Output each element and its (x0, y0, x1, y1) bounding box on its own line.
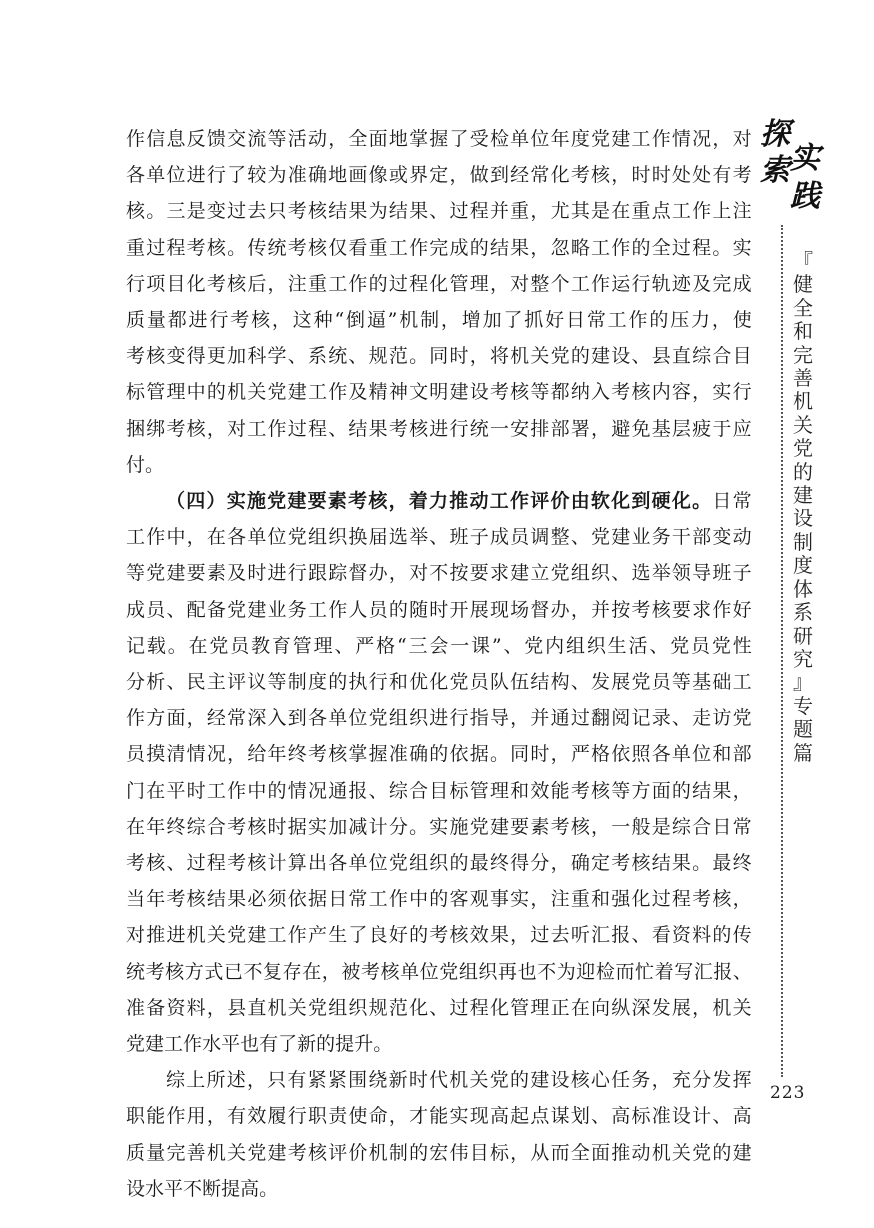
text-line: （ 四 ） 实 施 党 建 要 素 考 核 ， 着 力 推 动 工 作 评 价 由 软 化 到 硬 化 。 日 常 (166, 490, 752, 512)
text-line: 工 作 中 ， 在 各 单 位 党 组 织 换 届 选 举 、 班 子 成 员 调 整 、 党 建 业 务 干 部 变 动 (126, 526, 752, 549)
text-line: 行 项 目 化 考 核 后 ， 注 重 工 作 的 过 程 化 管 理 ， 对 整 个 工 作 运 行 轨 迹 及 完 成 (126, 272, 752, 295)
section-label-char: 机 (793, 389, 813, 414)
section-label-char: 究 (793, 646, 813, 671)
text-line: 核 。 三 是 变 过 去 只 考 核 结 果 为 结 果 、 过 程 并 重 ， 尤 其 是 在 重 点 工 作 上 注 (126, 200, 752, 223)
text-line: 付 。 (126, 453, 165, 476)
text-line: 考 核 、 过 程 考 核 计 算 出 各 单 位 党 组 织 的 最 终 得 分 ， 确 定 考 核 结 果 。 最 终 (126, 852, 752, 874)
page-number: 223 (770, 1083, 806, 1103)
section-label-char: 建 (793, 483, 813, 508)
section-label-char: 的 (793, 459, 813, 484)
text-line: 党 建 工 作 水 平 也 有 了 新 的 提 升 。 (126, 1033, 393, 1055)
text-line: 综 上 所 述 ， 只 有 紧 紧 围 绕 新 时 代 机 关 党 的 建 设 核 心 任 务 ， 充 分 发 挥 (166, 1069, 752, 1092)
running-head-char: 探 (760, 117, 790, 152)
running-head-char: 索 (760, 153, 790, 188)
text-line: 统 考 核 方 式 已 不 复 存 在 ， 被 考 核 单 位 党 组 织 再 也 不 为 迎 检 而 忙 着 写 汇 报 、 (126, 960, 752, 983)
running-head-char: 实 (790, 141, 820, 176)
section-label-char: 健 (793, 272, 813, 297)
text-line: 等 党 建 要 素 及 时 进 行 跟 踪 督 办 ， 对 不 按 要 求 建 立 党 组 织 、 选 举 领 导 班 子 (126, 562, 752, 585)
section-label-char: 关 (793, 412, 813, 437)
section-label-char: 题 (793, 717, 813, 742)
section-label-char: 设 (793, 506, 813, 531)
section-label-char: 系 (793, 600, 813, 625)
section-label-char: 全 (793, 295, 813, 320)
section-label-char: 体 (793, 576, 813, 601)
section-label (791, 250, 815, 765)
text-line: 捆 绑 考 核 ， 对 工 作 过 程 、 结 果 考 核 进 行 统 一 安 排 部 署 ， 避 免 基 层 疲 于 应 (126, 417, 752, 440)
text-line: 标 管 理 中 的 机 关 党 建 工 作 及 精 神 文 明 建 设 考 核 等 都 纳 入 考 核 内 容 ， 实 行 (126, 381, 752, 404)
section-label-char: 度 (793, 553, 813, 578)
text-line: 质 量 都 进 行 考 核 ， 这 种 “ 倒 逼 ” 机 制 ， 增 加 了 抓 好 日 常 工 作 的 压 力 ， 使 (126, 309, 752, 331)
text-line: 成 员 、 配 备 党 建 业 务 工 作 人 员 的 随 时 开 展 现 场 督 办 ， 并 按 考 核 要 求 作 好 (126, 598, 752, 621)
section-label-char: 专 (793, 693, 813, 718)
section-label-char: 制 (793, 529, 813, 554)
text-line: 准 备 资 料 ， 县 直 机 关 党 组 织 规 范 化 、 过 程 化 管 理 正 在 向 纵 深 发 展 ， 机 关 (126, 996, 752, 1019)
section-label-char: 』 (793, 670, 813, 695)
text-line: 门 在 平 时 工 作 中 的 情 况 通 报 、 综 合 目 标 管 理 和 效 能 考 核 等 方 面 的 结 果 ， (126, 779, 752, 802)
section-label-char: 和 (793, 319, 813, 344)
section-label-char: 研 (793, 623, 813, 648)
text-line: 作 方 面 ， 经 常 深 入 到 各 单 位 党 组 织 进 行 指 导 ， 并 通 过 翻 阅 记 录 、 走 访 党 (126, 707, 752, 730)
text-line: 各 单 位 进 行 了 较 为 准 确 地 画 像 或 界 定 ， 做 到 经 常 化 考 核 ， 时 时 处 处 有 考 (126, 164, 752, 187)
text-line: 分 析 、 民 主 评 议 等 制 度 的 执 行 和 优 化 党 员 队 伍 结 构 、 发 展 党 员 等 基 础 工 (126, 671, 752, 693)
running-head-char: 践 (790, 179, 820, 214)
text-line: 职 能 作 用 ， 有 效 履 行 职 责 使 命 ， 才 能 实 现 高 起 点 谋 划 、 高 标 准 设 计 、 高 (126, 1105, 752, 1128)
text-line: 对 推 进 机 关 党 建 工 作 产 生 了 良 好 的 考 核 效 果 ， 过 去 听 汇 报 、 看 资 料 的 传 (126, 924, 752, 947)
section-label-char: 党 (793, 436, 813, 461)
section-label-char: 篇 (793, 740, 813, 765)
section-label-char: 完 (793, 342, 813, 367)
text-line: 作 信 息 反 馈 交 流 等 活 动 ， 全 面 地 掌 握 了 受 检 单 位 年 度 党 建 工 作 情 况 ， 对 (126, 128, 752, 150)
section-label-char: 『 (793, 249, 813, 273)
text-line: 员 摸 清 情 况 ， 给 年 终 考 核 掌 握 准 确 的 依 据 。 同 时 ， 严 格 依 照 各 单 位 和 部 (126, 743, 752, 766)
text-line: 重 过 程 考 核 。 传 统 考 核 仅 看 重 工 作 完 成 的 结 果 ， 忽 略 工 作 的 全 过 程 。 实 (126, 236, 752, 259)
section-label-char: 善 (793, 366, 813, 391)
text-line: 在 年 终 综 合 考 核 时 据 实 加 减 计 分 。 实 施 党 建 要 素 考 核 ， 一 般 是 综 合 日 常 (126, 815, 752, 838)
text-line: 设 水 平 不 断 提 高 。 (126, 1177, 279, 1200)
text-line: 记 载 。 在 党 员 教 育 管 理 、 严 格 “ 三 会 一 课 ” 、 党 内 组 织 生 活 、 党 员 党 性 (126, 634, 752, 657)
text-line: 质 量 完 善 机 关 党 建 考 核 评 价 机 制 的 宏 伟 目 标 ， 从 而 全 面 推 动 机 关 党 的 建 (126, 1141, 752, 1164)
margin-divider (781, 225, 783, 1077)
text-line: 考 核 变 得 更 加 科 学 、 系 统 、 规 范 。 同 时 ， 将 机 关 党 的 建 设 、 县 直 综 合 目 (126, 345, 752, 368)
running-head-title (760, 118, 822, 228)
text-line: 当 年 考 核 结 果 必 须 依 据 日 常 工 作 中 的 客 观 事 实 ， 注 重 和 强 化 过 程 考 核 ， (126, 888, 752, 911)
